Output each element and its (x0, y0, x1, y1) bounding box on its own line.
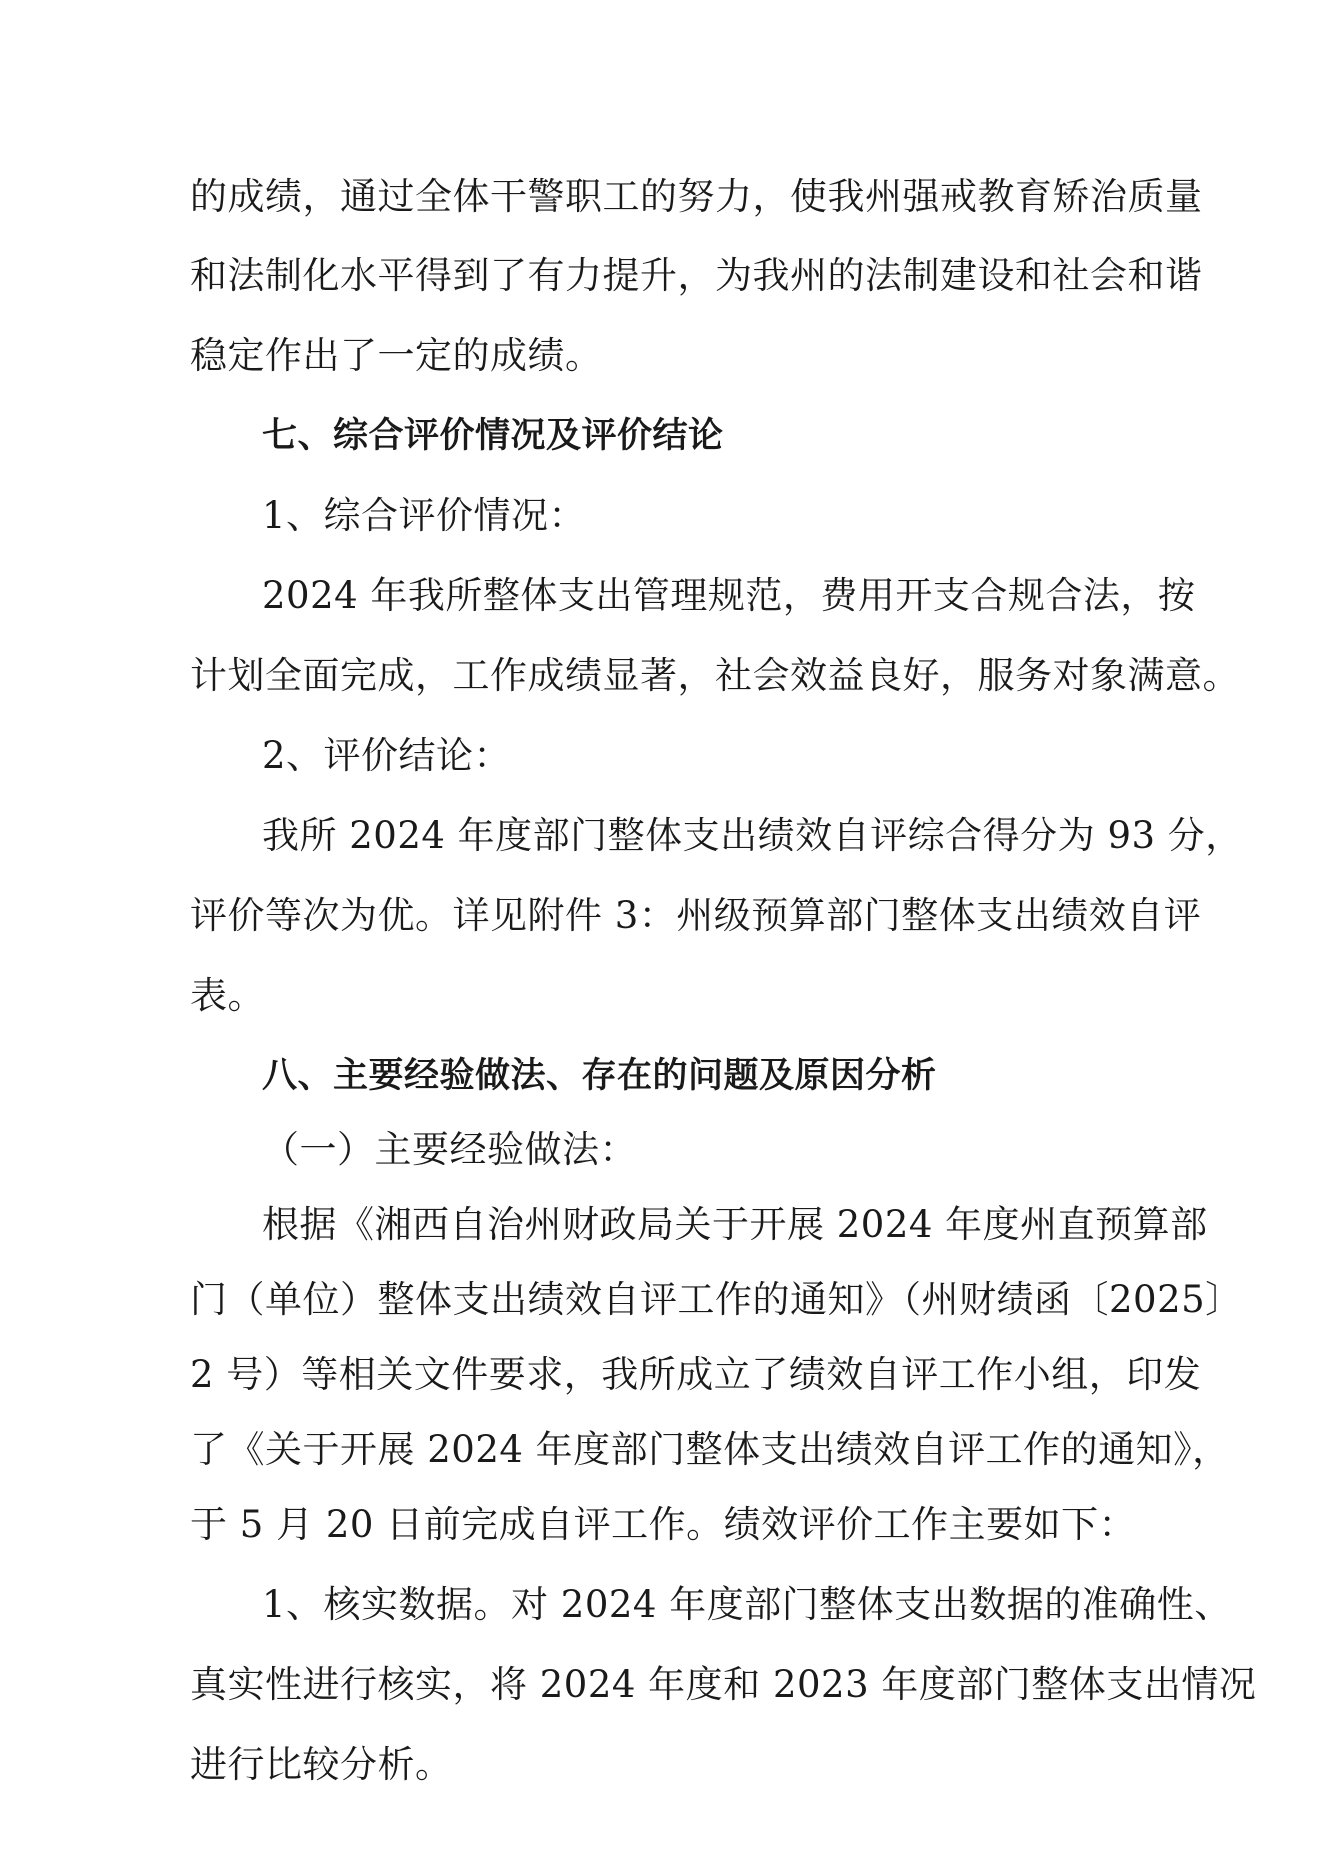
body-text-line: 2024 年我所整体支出管理规范，费用开支合规合法，按 (262, 574, 1196, 617)
body-text-line: 了《关于开展 2024 年度部门整体支出绩效自评工作的通知》， (190, 1428, 1230, 1471)
body-text-line: 根据《湘西自治州财政局关于开展 2024 年度州直预算部 (262, 1203, 1208, 1246)
body-text-line: 评价等次为优。详见附件 3：州级预算部门整体支出绩效自评 (190, 894, 1202, 937)
body-text-line: 真实性进行核实，将 2024 年度和 2023 年度部门整体支出情况 (190, 1663, 1257, 1706)
body-text-line: 表。 (190, 974, 265, 1017)
body-text-line: 进行比较分析。 (190, 1743, 453, 1786)
body-text-line: 计划全面完成，工作成绩显著，社会效益良好，服务对象满意。 (190, 654, 1240, 697)
body-text-line: 的成绩，通过全体干警职工的努力，使我州强戒教育矫治质量 (190, 175, 1203, 218)
section-heading: 八、主要经验做法、存在的问题及原因分析 (262, 1056, 937, 1096)
section-heading: 七、综合评价情况及评价结论 (262, 416, 724, 456)
body-text-line: 门（单位）整体支出绩效自评工作的通知》（州财绩函〔2025〕 (190, 1278, 1243, 1321)
subsection-heading: 2、评价结论： (262, 734, 512, 777)
body-text-line: 和法制化水平得到了有力提升，为我州的法制建设和社会和谐 (190, 254, 1203, 297)
body-text-line: 1、核实数据。对 2024 年度部门整体支出数据的准确性、 (262, 1583, 1232, 1626)
subsection-heading: 1、综合评价情况： (262, 494, 587, 537)
body-text-line: 2 号）等相关文件要求，我所成立了绩效自评工作小组，印发 (190, 1353, 1202, 1396)
body-text-line: 我所 2024 年度部门整体支出绩效自评综合得分为 93 分， (262, 814, 1243, 857)
subsection-heading: （一）主要经验做法： (262, 1128, 637, 1171)
body-text-line: 稳定作出了一定的成绩。 (190, 334, 603, 377)
body-text-line: 于 5 月 20 日前完成自评工作。绩效评价工作主要如下： (190, 1503, 1137, 1546)
